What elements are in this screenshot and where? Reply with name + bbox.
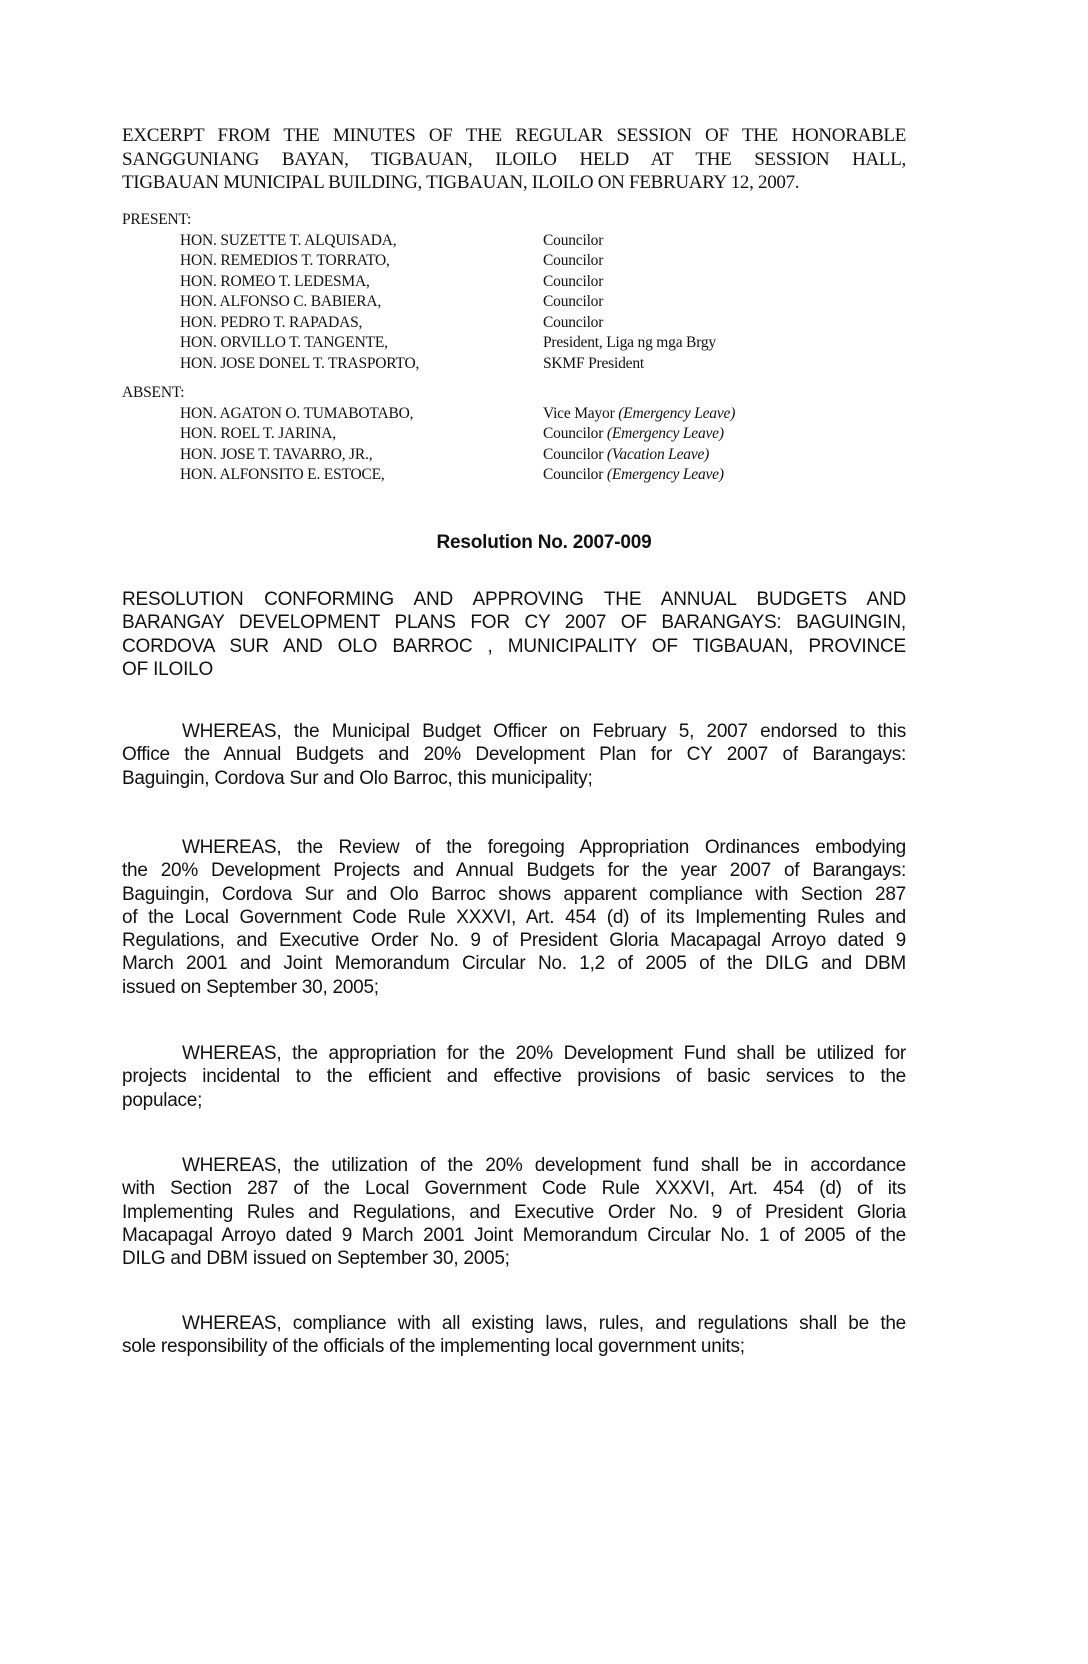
paragraph-line: sole responsibility of the officials of the implementing local government units; [122, 1336, 745, 1358]
absentee-leave-note: (Emergency Leave) [606, 425, 724, 442]
attendee-name: HON. PEDRO T. RAPADAS, [180, 313, 363, 331]
attendee-name: HON. SUZETTE T. ALQUISADA, [180, 231, 397, 249]
paragraph-line: the 20% Development Projects and Annual Budgets for the year 2007 of Barangays: [122, 860, 906, 882]
present-heading: PRESENT: [122, 211, 192, 228]
whereas-paragraph [122, 1154, 906, 1270]
attendee-name: HON. ALFONSO C. BABIERA, [180, 293, 382, 310]
paragraph-line: DILG and DBM issued on September 30, 2005; [122, 1248, 510, 1270]
absentee-row [122, 424, 922, 445]
whereas-paragraph [122, 1312, 906, 1359]
absent-list [122, 383, 922, 486]
attendee-role: President, Liga ng mga Brgy [543, 334, 716, 351]
absentee-position: Councilor [543, 425, 607, 442]
absent-heading: ABSENT: [122, 384, 185, 401]
resolution-title [122, 588, 906, 681]
absentee-position: Councilor [543, 466, 607, 483]
attendee-role: Councilor [543, 231, 604, 249]
attendee-name: HON. JOSE DONEL T. TRASPORTO, [180, 354, 420, 372]
absentee-leave-note: (Emergency Leave) [606, 466, 724, 483]
absentee-position: Councilor [543, 445, 604, 463]
header-line: SANGGUNIANG BAYAN, TIGBAUAN, ILOILO HELD AT THE SESSION HALL, [122, 148, 906, 170]
absentee-name: HON. JOSE T. TAVARRO, JR., [180, 445, 373, 463]
whereas-paragraph [122, 720, 906, 790]
paragraph-line: Regulations, and Executive Order No. 9 of President Gloria Macapagal Arroyo dated 9 [122, 930, 906, 952]
resolution-title-line: BARANGAY DEVELOPMENT PLANS FOR CY 2007 OF BARANGAYS: BAGUINGIN, [122, 612, 906, 634]
paragraph-line: issued on September 30, 2005; [122, 976, 379, 998]
absentee-name: HON. AGATON O. TUMABOTABO, [180, 404, 414, 422]
paragraph-line: Implementing Rules and Regulations, and Executive Order No. 9 of President Gloria [122, 1201, 906, 1223]
paragraph-line: Macapagal Arroyo dated 9 March 2001 Joint Memorandum Circular No. 1 of 2005 of the [122, 1224, 906, 1246]
absentee-row [122, 404, 922, 425]
resolution-number: Resolution No. 2007-009 [436, 532, 652, 553]
paragraph-line: WHEREAS, the Municipal Budget Officer on February 5, 2007 endorsed to this [182, 721, 906, 742]
absentee-role [543, 465, 724, 486]
absentee-leave-note: (Vacation Leave) [606, 445, 710, 463]
header-line: EXCERPT FROM THE MINUTES OF THE REGULAR SESSION OF THE HONORABLE [122, 125, 906, 146]
attendee-name: HON. ROMEO T. LEDESMA, [180, 272, 370, 290]
attendee-row [122, 333, 922, 354]
attendee-row [122, 292, 922, 313]
paragraph-line: Baguingin, Cordova Sur and Olo Barroc shows apparent compliance with Section 287 [122, 883, 906, 905]
present-list [122, 210, 922, 374]
minutes-header [122, 124, 906, 195]
absentee-name: HON. ALFONSITO E. ESTOCE, [180, 466, 385, 483]
attendee-row [122, 354, 922, 375]
paragraph-line: populace; [122, 1089, 203, 1111]
absentee-row [122, 465, 922, 486]
paragraph-line: Baguingin, Cordova Sur and Olo Barroc, this municipality; [122, 767, 593, 789]
absentee-role [543, 424, 724, 445]
attendee-role: SKMF President [543, 354, 644, 372]
attendee-role: Councilor [543, 252, 604, 269]
paragraph-line: WHEREAS, the appropriation for the 20% Development Fund shall be utilized for [182, 1043, 906, 1064]
attendee-row [122, 313, 922, 334]
paragraph-line: March 2001 and Joint Memorandum Circular No. 1,2 of 2005 of the DILG and DBM [122, 953, 906, 975]
paragraph-line: WHEREAS, compliance with all existing laws, rules, and regulations shall be the [182, 1313, 906, 1334]
attendee-role: Councilor [543, 272, 604, 290]
absentee-leave-note: (Emergency Leave) [618, 404, 736, 422]
paragraph-line: projects incidental to the efficient and effective provisions of basic services to the [122, 1066, 906, 1088]
paragraph-line: Office the Annual Budgets and 20% Development Plan for CY 2007 of Barangays: [122, 744, 906, 766]
resolution-title-line: CORDOVA SUR AND OLO BARROC , MUNICIPALITY OF TIGBAUAN, PROVINCE [122, 635, 906, 657]
attendee-role: Councilor [543, 313, 604, 331]
absentee-role [543, 404, 735, 425]
absentee-name: HON. ROEL T. JARINA, [180, 425, 336, 442]
resolution-title-line: OF ILOILO [122, 658, 214, 680]
header-line: TIGBAUAN MUNICIPAL BUILDING, TIGBAUAN, ILOILO ON FEBRUARY 12, 2007. [122, 172, 800, 193]
paragraph-line: WHEREAS, the utilization of the 20% development fund shall be in accordance [182, 1155, 906, 1176]
whereas-paragraph [122, 836, 906, 999]
paragraph-line: WHEREAS, the Review of the foregoing Appropriation Ordinances embodying [182, 837, 906, 858]
attendee-row [122, 272, 922, 293]
paragraph-line: of the Local Government Code Rule XXXVI, Art. 454 (d) of its Implementing Rules and [122, 906, 906, 928]
whereas-paragraph [122, 1042, 906, 1112]
attendee-name: HON. ORVILLO T. TANGENTE, [180, 334, 388, 351]
attendee-row [122, 231, 922, 252]
attendee-row [122, 251, 922, 272]
resolution-title-line: RESOLUTION CONFORMING AND APPROVING THE ANNUAL BUDGETS AND [122, 589, 906, 610]
paragraph-line: with Section 287 of the Local Government Code Rule XXXVI, Art. 454 (d) of its [122, 1178, 906, 1200]
absentee-role [543, 445, 709, 466]
absentee-row [122, 445, 922, 466]
attendee-name: HON. REMEDIOS T. TORRATO, [180, 252, 390, 269]
attendee-role: Councilor [543, 293, 604, 310]
absentee-position: Vice Mayor [543, 404, 615, 422]
